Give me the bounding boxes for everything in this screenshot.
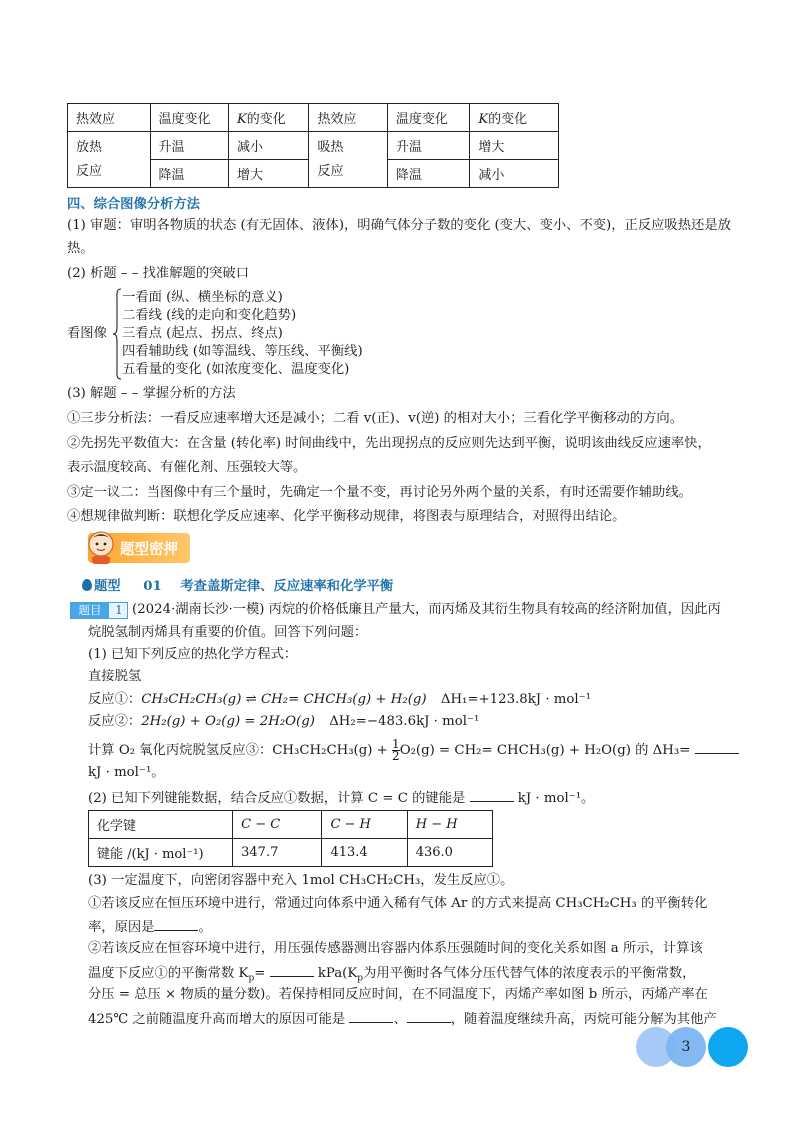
table-header-cell: 热效应 (68, 104, 151, 132)
paragraph-line (88, 917, 212, 937)
paragraph-line: (1) 审题：审明各物质的状态 (有无固体、液体)，明确气体分子数的变化 (变大、变小、不变)，正反应吸热还是放 (67, 218, 731, 233)
section-heading: 四、综合图像分析方法 (67, 197, 200, 212)
table-cell: 降温 (150, 160, 228, 188)
bond-energy-table (88, 810, 493, 867)
question-tag-number: 1 (115, 603, 123, 617)
question-part (88, 788, 594, 808)
question-tag (70, 602, 128, 619)
badge-label: 题型密押 (120, 542, 178, 558)
paragraph-line: (2) 析题 – – 找准解题的突破口 (67, 266, 250, 281)
page-number-indicator (636, 1027, 754, 1069)
reaction-label: 反应①： (88, 692, 142, 707)
answer-blank[interactable] (154, 917, 198, 931)
table-header-cell: 温度变化 (387, 104, 470, 132)
decor-circle (708, 1027, 748, 1067)
endothermic-cell (309, 132, 387, 188)
table-cell: 降温 (387, 160, 470, 188)
type-label: 题型 (94, 579, 121, 594)
reaction-equation: CH₃CH₂CH₃(g) ⇌ CH₂= CHCH₃(g) + H₂(g) (141, 692, 427, 707)
type-title: 考查盖斯定律、反应速率和化学平衡 (180, 579, 394, 594)
look-item: 二看线 (线的走向和变化趋势) (122, 308, 297, 323)
reaction-2 (88, 713, 479, 731)
reaction-equation: 2H₂(g) + O₂(g) = 2H₂O(g) (141, 714, 315, 729)
question-text: 、 (393, 1012, 407, 1027)
question-text: 直接脱氢 (88, 669, 142, 684)
question-text: ，随着温度继续升高，丙烷可能分解为其他产 (450, 1012, 717, 1027)
table-header-cell: H − H (407, 811, 492, 839)
teacher-avatar-icon (86, 529, 116, 565)
table-header-row (68, 104, 559, 132)
table-header-cell: C − H (322, 811, 407, 839)
answer-blank[interactable] (270, 963, 314, 977)
reaction-label: 反应 (76, 163, 103, 179)
calc-line (88, 739, 739, 762)
exothermic-label: 放热 (76, 139, 103, 155)
location-pin-icon (82, 579, 92, 591)
enthalpy-value: ΔH₁=+123.8kJ · mol⁻¹ (440, 692, 592, 707)
paragraph-line: ④想规律做判断：联想化学反应速率、化学平衡移动规律，将图表与原理结合，对照得出结论。 (67, 509, 626, 524)
question-text: 。 (198, 920, 212, 935)
table-cell: 键能 /(kJ · mol⁻¹) (89, 839, 233, 867)
question-intro: 烷脱氢制丙烯具有重要的价值。回答下列问题： (88, 625, 368, 640)
paragraph-line: ②若该反应在恒容环境中进行，用压强传感器测出容器内体系压强随时间的变化关系如图 a 所示，计算该 (88, 941, 703, 956)
paragraph-line: 热。 (67, 241, 94, 256)
question-text: 率，原因是 (88, 920, 155, 935)
reaction-label: 反应 (317, 163, 344, 179)
question-text: = (254, 966, 266, 981)
question-text: (2) 已知下列键能数据，结合反应①数据，计算 C = C 的键能是 (88, 791, 466, 806)
table-cell: 减小 (470, 160, 559, 188)
calc-text: 计算 O₂ 氧化丙烷脱氢反应③：CH₃CH₂CH₃(g) + (88, 743, 388, 758)
paragraph-line: 分压 = 总压 × 物质的量分数)。若保持相同反应时间，在不同温度下，丙烯产率如图 b 所示，丙烯产率在 (88, 987, 708, 1002)
question-part: (1) 已知下列反应的热化学方程式： (88, 647, 298, 662)
paragraph-line: ①三步分析法：一看反应速率增大还是减小；二看 v(正)、v(逆) 的相对大小；三看化学平衡移动的方向。 (67, 411, 683, 426)
enthalpy-value: ΔH₂=−483.6kJ · mol⁻¹ (329, 714, 480, 729)
table-cell: 436.0 (407, 839, 492, 867)
exothermic-cell (68, 132, 151, 188)
question-text: kJ · mol⁻¹。 (517, 791, 595, 806)
table-cell: 413.4 (322, 839, 407, 867)
k-change-suffix: 的变化 (488, 112, 528, 127)
paragraph-line: ①若该反应在恒压环境中进行，常通过向体系中通入稀有气体 Ar 的方式来提高 CH₃CH₂CH₃ 的平衡转化 (88, 896, 708, 911)
table-cell: 升温 (387, 132, 470, 160)
unit-line: kJ · mol⁻¹。 (88, 765, 165, 780)
look-item: 四看辅助线 (如等温线、等压线、平衡线) (122, 344, 363, 359)
question-text: kPa(K (317, 966, 358, 981)
paragraph-line: ②先拐先平数值大：在含量 (转化率) 时间曲线中，先出现拐点的反应则先达到平衡，说明该曲线反应速率快， (67, 436, 711, 451)
table-header-row (89, 811, 493, 839)
page-number: 3 (681, 1039, 691, 1055)
table-cell: 增大 (228, 160, 308, 188)
paragraph-line (88, 1009, 717, 1029)
question-text: 425℃ 之前随温度升高而增大的原因可能是 (88, 1012, 346, 1027)
paragraph-line (88, 963, 695, 983)
look-item: 三看点 (起点、拐点、终点) (122, 326, 283, 341)
table-cell: 增大 (470, 132, 559, 160)
answer-blank[interactable] (470, 788, 514, 802)
table-row (68, 132, 559, 160)
look-item: 一看面 (纵、横坐标的意义) (122, 290, 283, 305)
paragraph-line: (3) 解题 – – 掌握分析的方法 (67, 386, 236, 401)
table-header-cell: K的变化 (228, 104, 308, 132)
paragraph-line: 表示温度较高、有催化剂、压强较大等。 (67, 460, 307, 475)
table-header-cell: 温度变化 (150, 104, 228, 132)
reaction-1 (88, 691, 591, 709)
table-cell: 减小 (228, 132, 308, 160)
kp-subscript: p (357, 973, 364, 984)
half-fraction (392, 739, 400, 762)
look-image-label: 看图像 (67, 326, 107, 341)
reaction-label: 反应②： (88, 714, 142, 729)
fraction-numerator: 1 (392, 737, 400, 751)
kp-subscript: p (248, 973, 255, 984)
brace-icon (112, 288, 122, 380)
look-item: 五看量的变化 (如浓度变化、温度变化) (122, 362, 350, 377)
fraction-denominator: 2 (392, 749, 400, 763)
endothermic-label: 吸热 (317, 139, 344, 155)
table-header-cell: 化学键 (89, 811, 233, 839)
table-row (89, 839, 493, 867)
question-text: 为用平衡时各气体分压代替气体的浓度表示的平衡常数， (363, 966, 696, 981)
thermal-effect-table (67, 103, 559, 188)
k-change-suffix: 的变化 (246, 112, 286, 127)
question-type-row (82, 575, 393, 594)
table-header-cell: C − C (233, 811, 322, 839)
question-tag-label: 题目 (71, 603, 109, 618)
question-intro: (2024·湖南长沙·一模) 丙烷的价格低廉且产量大，而丙烯及其衍生物具有较高的经济附加值，因此丙 (132, 602, 721, 617)
answer-blank[interactable] (695, 740, 739, 754)
answer-blank[interactable] (407, 1009, 451, 1023)
table-cell: 升温 (150, 132, 228, 160)
question-part: (3) 一定温度下，向密闭容器中充入 1mol CH₃CH₂CH₃，发生反应①。 (88, 873, 514, 888)
calc-text: O₂(g) = CH₂= CHCH₃(g) + H₂O(g) 的 ΔH₃= (399, 743, 691, 758)
answer-blank[interactable] (349, 1009, 393, 1023)
question-type-badge (88, 533, 190, 563)
type-number: 01 (143, 579, 162, 594)
table-header-cell: K的变化 (470, 104, 559, 132)
table-header-cell: 热效应 (309, 104, 387, 132)
table-cell: 347.7 (233, 839, 322, 867)
paragraph-line: ③定一议二：当图像中有三个量时，先确定一个量不变，再讨论另外两个量的关系，有时还需要作辅助线。 (67, 485, 692, 500)
question-text: 温度下反应①的平衡常数 K (88, 966, 249, 981)
